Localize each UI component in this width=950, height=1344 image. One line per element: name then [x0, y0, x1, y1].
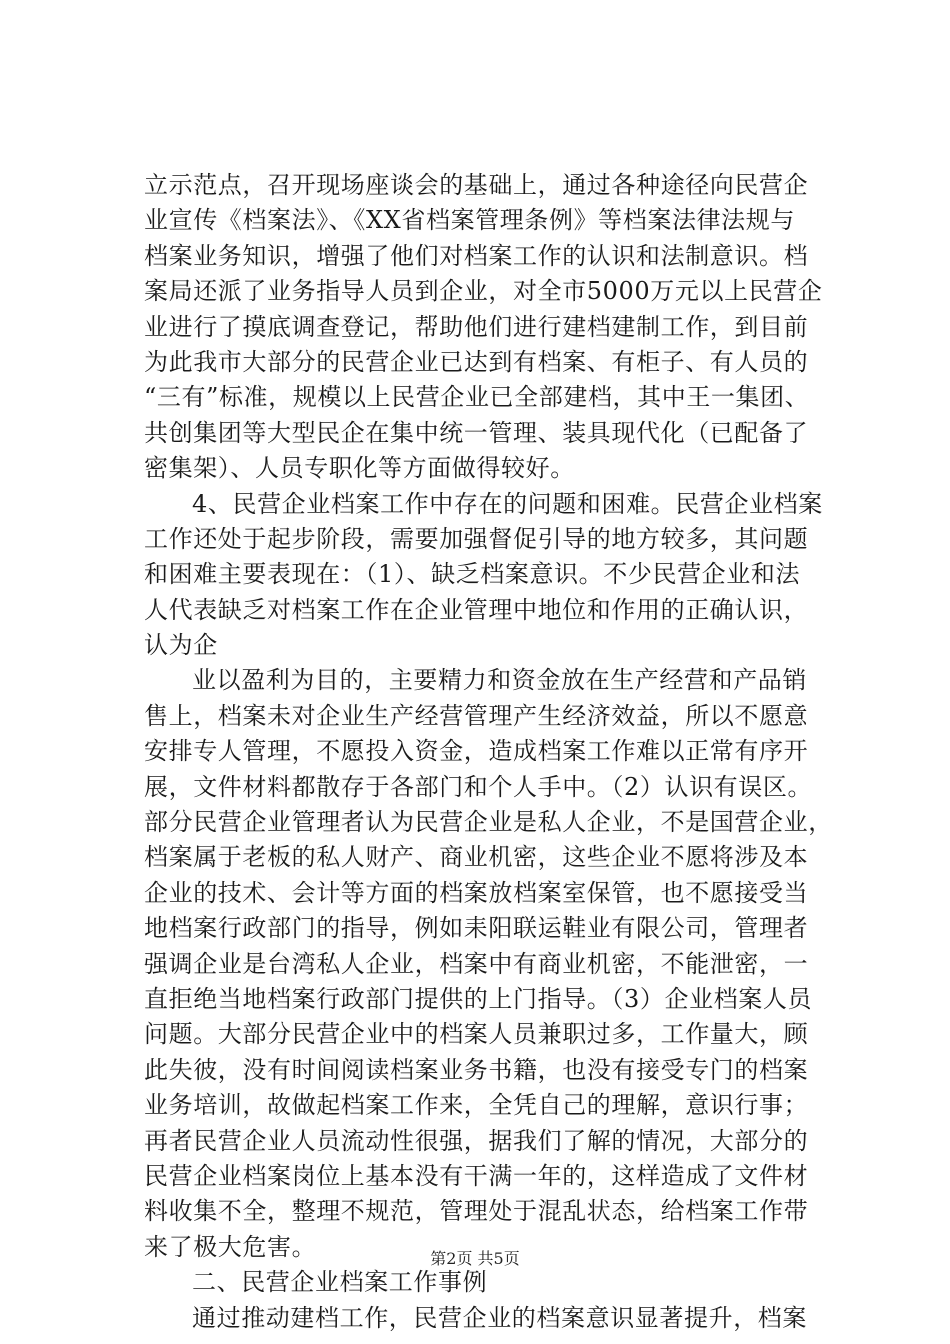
text-line-paragraph-start: 4、民营企业档案工作中存在的问题和困难。民营企业档案	[192, 489, 823, 518]
text-line: 业宣传《档案法》、《XX省档案管理条例》等档案法律法规与	[144, 206, 795, 235]
text-line: 密集架）、人员专职化等方面做得较好。	[144, 454, 575, 483]
page-number-footer: 第2页 共5页	[430, 1249, 520, 1268]
text-line: 认为企	[144, 631, 218, 660]
text-line: 展，文件材料都散存于各部门和个人手中。（2）认识有误区。	[144, 772, 813, 801]
text-line: 问题。大部分民营企业中的档案人员兼职过多，工作量大，顾	[144, 1020, 809, 1049]
text-line: 工作还处于起步阶段，需要加强督促引导的地方较多，其问题	[144, 524, 809, 553]
text-line: “三有”标准，规模以上民营企业已全部建档，其中王一集团、	[144, 383, 810, 412]
section-heading: 二、民营企业档案工作事例	[192, 1268, 488, 1297]
text-line: 企业的技术、会计等方面的档案放档案室保管，也不愿接受当	[144, 878, 809, 907]
text-line: 民营企业档案岗位上基本没有干满一年的，这样造成了文件材	[144, 1161, 809, 1190]
text-line: 地档案行政部门的指导，例如耒阳联运鞋业有限公司，管理者	[144, 914, 809, 943]
text-line: 和困难主要表现在：（1）、缺乏档案意识。不少民营企业和法	[144, 560, 801, 589]
text-line: 为此我市大部分的民营企业已达到有档案、有柜子、有人员的	[144, 347, 809, 376]
text-line: 来了极大危害。	[144, 1232, 317, 1261]
text-line: 档案属于老板的私人财产、商业机密，这些企业不愿将涉及本	[144, 843, 809, 872]
text-line: 共创集团等大型民企在集中统一管理、装具现代化（已配备了	[144, 418, 809, 447]
text-line: 直拒绝当地档案行政部门提供的上门指导。（3）企业档案人员	[144, 984, 813, 1013]
text-line: 业务培训，故做起档案工作来，全凭自己的理解，意识行事；	[144, 1091, 809, 1120]
text-line: 强调企业是台湾私人企业，档案中有商业机密，不能泄密，一	[144, 949, 809, 978]
text-line: 业进行了摸底调查登记，帮助他们进行建档建制工作，到目前	[144, 312, 809, 341]
text-line: 料收集不全，整理不规范，管理处于混乱状态，给档案工作带	[144, 1197, 809, 1226]
text-line-paragraph-start: 业以盈利为目的，主要精力和资金放在生产经营和产品销	[192, 666, 807, 695]
text-line: 案局还派了业务指导人员到企业，对全市5000万元以上民营企	[144, 277, 823, 306]
body-text	[144, 168, 833, 1336]
text-line: 部分民营企业管理者认为民营企业是私人企业，不是国营企业，	[144, 808, 833, 837]
text-line: 售上，档案未对企业生产经营管理产生经济效益，所以不愿意	[144, 701, 809, 730]
text-line-paragraph-start: 通过推动建档工作，民营企业的档案意识显著提升，档案	[192, 1303, 807, 1332]
text-line: 档案业务知识，增强了他们对档案工作的认识和法制意识。档	[144, 241, 809, 270]
text-line: 此失彼，没有时间阅读档案业务书籍，也没有接受专门的档案	[144, 1055, 809, 1084]
text-line: 安排专人管理，不愿投入资金，造成档案工作难以正常有序开	[144, 737, 809, 766]
text-line: 人代表缺乏对档案工作在企业管理中地位和作用的正确认识，	[144, 595, 809, 624]
text-line: 再者民营企业人员流动性很强，据我们了解的情况，大部分的	[144, 1126, 809, 1155]
text-line: 立示范点，召开现场座谈会的基础上，通过各种途径向民营企	[144, 171, 809, 199]
